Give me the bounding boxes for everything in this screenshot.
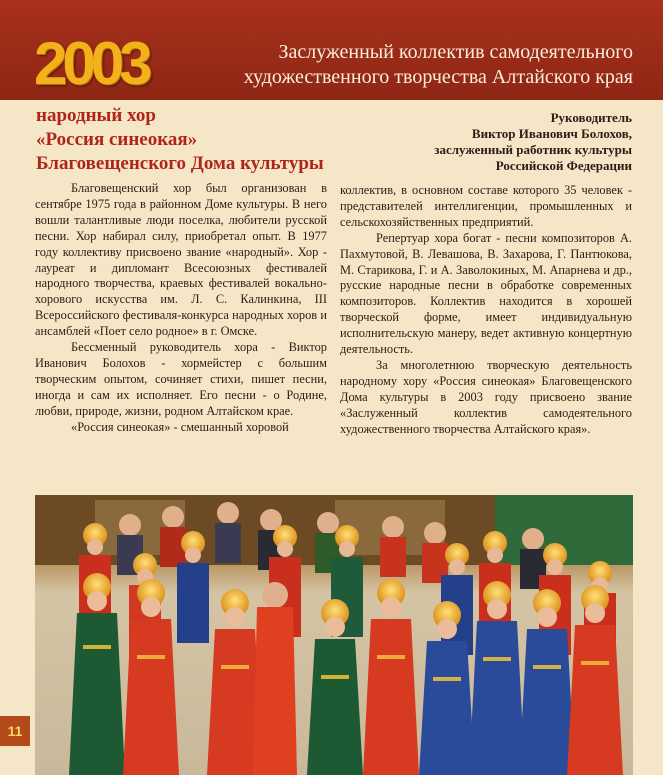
leader-block xyxy=(362,110,632,174)
paragraph: Бессменный руководитель хора - Виктор Иванович Болохов - хормейстер с большим творческим опытом, сочиняет стихи, пишет песни, иногда и сам их исполняет. Его песни - о Родине, любви, природе, жизни, родном Алтайском крае. xyxy=(35,340,327,418)
choir-name xyxy=(36,104,346,176)
paragraph: «Россия синеокая» - смешанный хоровой xyxy=(71,419,289,434)
paragraph: Благовещенский хор был организован в сентябре 1975 года в районном Доме культуры. В него вошли талантливые люди поселка, любители русской песни. Хор набирал силу, приобретал опыт. В 1977 году коллективу присвоено звание «народный». Хор - лауреат и дипломант Всесоюзных фестивалей народного творчества, краевых фестивалей вокально-хорового искусства им. Л. С. Калинкина, III Всероссийского фестиваля-конкурса народных хоров и ансамблей «Поет село родное» в г. Омске. xyxy=(35,181,327,339)
text-column-right xyxy=(340,183,632,438)
leader-line: Виктор Иванович Болохов, xyxy=(471,126,632,141)
leader-line: Российской Федерации xyxy=(495,158,632,173)
choir-name-line: Благовещенского Дома культуры xyxy=(36,153,324,174)
page-title-line: художественного творчества Алтайского края xyxy=(243,66,633,88)
paragraph: За многолетнюю творческую деятельность народному хору «Россия синеокая» Благовещенского Дома культуры в 2003 году присвоено звание «Заслуженный коллектив самодеятельного художественного творчества Алтайского края». xyxy=(340,357,632,436)
text-column-left xyxy=(35,181,327,436)
year-heading: 2003 xyxy=(34,30,148,97)
choir-photo xyxy=(35,495,633,775)
paragraph: Репертуар хора богат - песни композиторов А. Пахмутовой, В. Левашова, В. Захарова, Г. Пантюкова, М. Старикова, Г. и А. Заволокиных, М. Апарнева и др., русские народные песни в обработке современных композиторов. Коллектив находится в хорошей творческой форме, имеет индивидуальную исполнительскую манеру, ведет активную концертную деятельность. xyxy=(340,230,632,357)
page-title-line: Заслуженный коллектив самодеятельного xyxy=(278,41,633,63)
leader-line: Руководитель xyxy=(550,110,632,125)
leader-line: заслуженный работник культуры xyxy=(434,142,632,157)
paragraph: коллектив, в основном составе которого 35 человек - представителей интеллигенции, промышленных и сельскохозяйственных предприятий. xyxy=(340,183,632,229)
choir-photo-illustration xyxy=(35,495,633,775)
page-number: 11 xyxy=(0,716,30,746)
page-title xyxy=(173,40,633,90)
choir-name-line: народный хор xyxy=(36,105,156,126)
choir-name-line: «Россия синеокая» xyxy=(36,129,198,150)
